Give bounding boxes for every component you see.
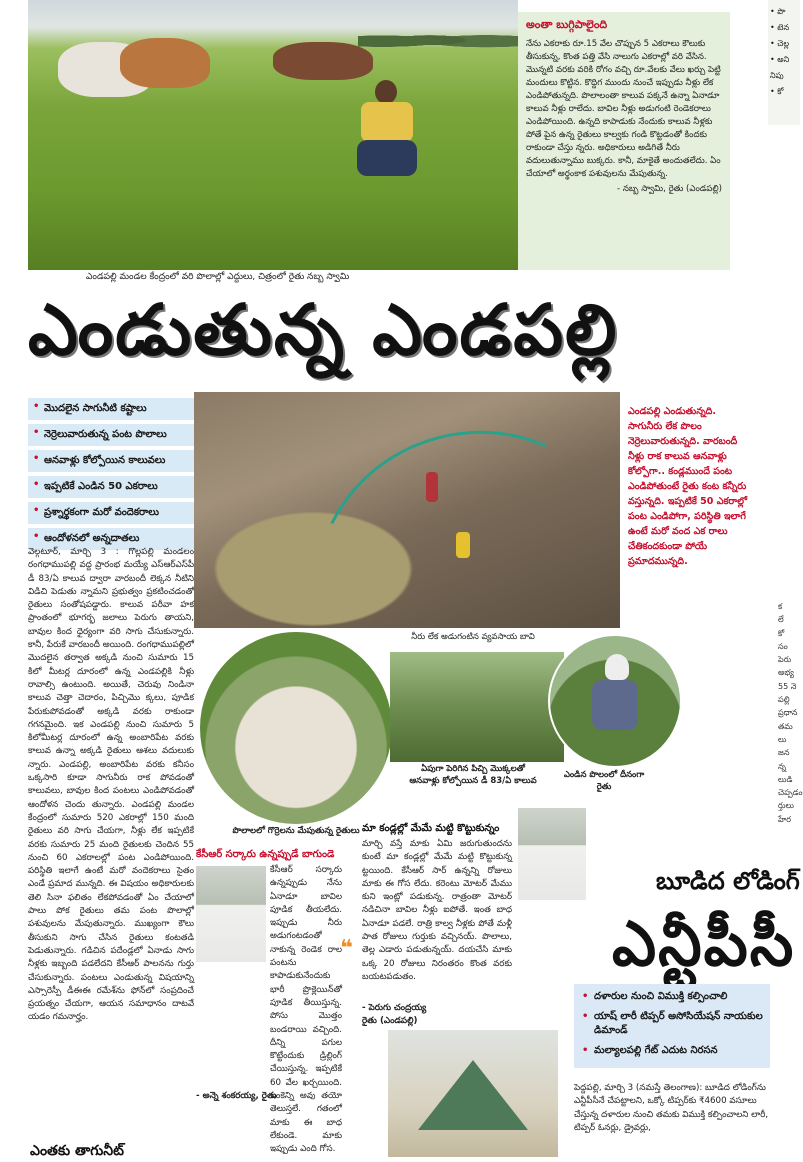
interview-left-signature: - అన్నె శంకరయ్య, రైతు: [196, 1091, 277, 1101]
side-line: లే: [778, 615, 784, 625]
dry-well-photo: [194, 392, 620, 628]
goats-grazing-photo: [198, 630, 394, 826]
canal-overgrown-photo: [390, 652, 564, 762]
well-caption: నీరు లేక అడుగంటిన వ్యవసాయ బావి: [411, 632, 535, 642]
strip-line: • చెల్ల: [770, 39, 790, 48]
side-line: పెరు: [778, 655, 792, 665]
main-headline: ఎండుతున్న ఎండపల్లి: [28, 288, 619, 371]
side-line: న్న: [778, 761, 786, 771]
interview-right-body: మార్చి వస్తే మాకు ఏమి జరుగుతుందను కుంటే మా కండ్లల్లో మేమే మట్టి కొట్టుకున్న ట్టయింది. కేసీఆర్ సార్ ఉన్నన్ని రోజులు మాకు ఈ గోస లేదు. కరెంటు మోటర్ మేము కుని ఇంట్లో పడుకున్న. రాత్రంతా మోటర్ నడిచినా బావిల నీళ్లు ఐపోతే. ఇంత బాధ ఏనాడూ పడలే. రాత్రి కాల్వ నీళ్లకు పోతే మళ్లీ పాత రోజులు గుర్తుకు వచ్చినయ్. పొలాలు, తెల్ల ఎడారు పడుతున్నయ్. దయచేసి మాకు ఒక్క 20 రోజులు నిరంతరం కొంత వరకు బయటపడుతం.: [362, 839, 512, 982]
interview-left-body: కేసీఆర్ సర్కారు ఉన్నప్పుడు నేను ఏనాడూ బావిల పూడిక తీయలేదు. ఇప్పుడు నీరు అడుగంటడంతో నాకున్న రెండెక రాల పంటను కాపాడుకునేందుకు భారీ ప్రొక్లెయిన్‌తో పూడిక తీయిస్తున్న. పోసు మొత్తం బండరాయి వచ్చింది. దీన్ని పగుల కొట్టేందుకు డ్రిల్లింగ్ చేయిస్తున్న. ఇప్పటికే 60 వేల ఖర్చయింది. ఇంకెన్ని అవు తయో తెలుస్తలే. గతంలో మాకు ఈ బాధ లేకుండె. మాకు ఇప్పుడు ఎంది గోస.: [270, 865, 342, 1155]
top-photo-caption: ఎండపల్లి మండల కేంద్రంలో వరి పొలాల్లో ఎద్దులు, చిత్రంలో రైతు నబ్బ స్వామి: [86, 272, 350, 282]
side-line: అభ్య: [778, 668, 794, 678]
quote-body: నేను ఎకరాకు రూ.15 వేల చొప్పున 5 ఎకరాలు కౌలుకు తీసుకున్న, కొంత పత్తి వేసి నాలుగు ఎకరాల్లో వరి వేసిన. మొన్నటి వరకు వరికి రోగం వచ్చి రూ.వేలకు వేలు ఖర్చు పెట్టి మందులు కొట్టిన. కొద్దిగ ముందు నుంచే ఇప్పుడు నీళ్లు లేక ఎండిపోతున్నది. పొలాలంతా కాలువ పక్కనే ఉన్నా ఏనాడూ కాలువ నీళ్లు రాలేదు. బావిల నీళ్లు అడుగంటి రెండెకరాలు ఎండిపోయింది. ఉన్నది కాపాడుకు నేందుకు కాలువ నీళ్లకు పోతే పైన ఉన్న రైతులు కాల్వకు గండి కొట్టడంతో కిందకు రాకుండా చేస్తు న్నరు. అధికారులు అడిగితే నీరు వదులుతున్నాము బుక్కరు. కానీ, మాకైతే అందుతలేదు. ఏం చేయాలో అర్థంకాక పశువులను మేపుతున్న.: [526, 39, 721, 179]
interview-left-body-part: [270, 864, 342, 1157]
farmer-figure: [353, 80, 423, 180]
farmer-dry-field-photo: [548, 634, 682, 768]
ntpc-highlight-item: • మల్యాలపల్లి గేట్ ఎదుట నిరసన: [580, 1044, 764, 1058]
farmer-caption: ఎండిన పొలంలో దీనంగా రైతు: [563, 770, 645, 792]
highlight-item: • ఆనవాళ్లు కోల్పోయిన కాలువలు: [28, 450, 194, 472]
goats-caption: పొలాలలో గొర్రెలను మేపుతున్న రైతులు: [232, 826, 360, 836]
tent-photo: [388, 1030, 558, 1157]
strip-line: • పొ: [770, 7, 786, 16]
adjacent-article-strip: [768, 0, 800, 125]
strip-line: • అని: [770, 55, 790, 64]
ntpc-highlight-item: • యాష్ లారీ టిప్పర్ అసోసియేషన్ నాయకుల డిమాండ్: [580, 1010, 764, 1038]
side-line: ప్రధాన: [778, 708, 798, 718]
side-line: హేర: [778, 814, 792, 824]
canal-caption: ఏపుగా పెరిగిన పిచ్చి మొక్కలతో ఆనవాళ్లు కోల్పోయిన డీ 83/ఏ కాలువ: [409, 764, 537, 786]
highlight-item: • నెర్రెలువారుతున్న పంట పొలాలు: [28, 424, 194, 446]
ntpc-headline: ఎన్టీపీసీ: [612, 907, 796, 980]
quote-mark-icon: ❝: [340, 936, 353, 961]
interview-right-signature: - పెరుగు చంద్రయ్య రైతు (ఎండపల్లి): [362, 1003, 427, 1027]
side-line: క: [778, 602, 783, 611]
worker-figure: [456, 532, 470, 558]
side-line: ర్తులు: [778, 801, 794, 811]
bull-brown: [120, 38, 210, 88]
side-line: 55 నె: [778, 681, 797, 691]
side-line: కో: [778, 628, 785, 638]
side-line: పల్లి: [778, 695, 790, 705]
portrait-chandraiah: [518, 808, 586, 900]
quote-signature: - నబ్బ స్వామి, రైతు (ఎండపల్లి): [616, 184, 722, 194]
bottom-headline-cut: ఎంతకు తాగునీట్: [30, 1143, 124, 1159]
side-line: జన: [778, 748, 790, 758]
side-line: లు: [778, 734, 787, 744]
bull-dark: [273, 42, 373, 80]
strip-line: • టెన: [770, 23, 790, 32]
trees-background: [358, 28, 518, 50]
quote-heading: అంతా బుగ్గిపాలైంది: [526, 18, 608, 31]
ntpc-body: పెద్దపల్లి, మార్చి 3 (నమస్తే తెలంగాణ): బూడిద లోడింగ్‌ను ఎన్టీపీసీనే చేపట్టాలని, ఒక్కో టిప్పర్‌కు ₹4600 వసూలు చేస్తున్న దళారుల నుంచి తమకు విముక్తి కల్పించాలని లారీ, టిప్పర్ ఓనర్లు, డ్రైవర్లు,: [574, 1083, 769, 1133]
strip-line: నిపు: [770, 71, 784, 80]
farmer-quote-box: [518, 12, 730, 270]
article-body: వెల్గటూర్, మార్చి 3 : గొల్లపల్లి మండలం రంగధాముపల్లి వద్ద ప్రారంభ మయ్యే ఎస్‌ఆర్‌ఎస్‌పీ డీ 83/ఏ కాలువ ద్వారా వారబందీ లెక్కన నీటిని విడిచి పెడుతు న్నామని ప్రభుత్వం ప్రకటించడంతో రైతులు సంతోషపడ్డారు. కాలువ పరీవా హక ప్రాంతంలో భూగర్భ జలాలు పెరుగు తాయని, బావుల కింద ధైర్యంగా వరి సాగు చేసుకున్నారు. కానీ, పేరుకే వారబందీ అయింది. రంగధాముపల్లిలో మొదలైన తర్వాత అక్కడి నుంచి సుమారు 15 కిలో మీటర్ల దూరంలో ఉన్న ఎండపల్లికి నీళ్లు రావాల్సి ఉంటుంది. అయితే, చెరువు నిండినా కాలువ చెత్తా చెదారం, పిచ్చిమొ క్కలు, పూడిక పేరుకుపోవడంతో అక్కడి వరకు రాకుండా గగనమైంది. ఇక ఎండపల్లి నుంచి సుమారు 5 కిలోమీటర్ల దూరంలో ఉన్న అంబారిపేట వరకు కాలువ ఉన్నా అక్కడి రైతులు ఆశలు వదులుకు న్నారు. ఎండపల్లి, అంబారిపేట వరకు కనీసం ఒక్కసారి కూడా సాగునీరు రాక పోవడంతో కాలువలు, బావుల కింద పంటలు ఎండిపోవడంతో ఆందోళన చెందు తున్నారు. ఎండపల్లి మండల కేంద్రంలో సుమారు 520 ఎకరాల్లో 150 మంది రైతులు వరి సాగు చేయగా, నీళ్లు లేక ఇప్పటికే వరకు సుమారు 25 మంది రైతులకు చెందిన 55 నుంచి 60 ఎకరాలల్లో పంట ఎండిపోయింది. పరిస్థితి ఇలాగే ఉంటే మరో వందెకరాలు సైతం ఎండే ప్రమాద మున్నది. ఈ విషయం అధికారులకు తెలి సినా ఫలితం లేకపోవడంతో ఏం చేయాలో పాలు పోక రైతులు తమ పంట పొలాల్లో పశువులను మేపుతున్నారు. ముఖ్యంగా కౌలు తీసుకుని సాగు చేసిన రైతులు కంటతడి పెడుతున్నారు. గడిచిన పదేండ్లలో ఏనాడు సాగు నీళ్లకు ఇబ్బంది పడలేదని కేసీఆర్ పాలనను గుర్తు చేసుకున్నారు. పంటలు ఎండుతున్న విషయాన్ని ఎస్సారెస్పీ డీఈఈ రమేశ్‌ను ఫోన్‌లో సంప్రదించే ప్రయత్నం చేయగా, ఆయన సమాధానం దాటవే యడం గమనార్హం.: [28, 547, 194, 1023]
side-line: సం: [778, 641, 788, 651]
side-line: తమ: [778, 721, 793, 731]
side-line: చెప్పడం: [778, 788, 803, 798]
highlight-item: • ఇప్పటికే ఎండిన 50 ఎకరాలు: [28, 476, 194, 498]
highlight-item: • ఆందోళనలో అన్నదాతలు: [28, 528, 194, 550]
top-photo-rice-field: [28, 0, 518, 270]
interview-left-heading: కేసీఆర్ సర్కారు ఉన్నప్పుడే బాగుండె: [196, 849, 335, 860]
ntpc-highlight-item: • దళారుల నుంచి విముక్తి కల్పించాలి: [580, 990, 764, 1004]
interview-right-heading: మా కండ్లల్లో మేమే మట్టి కొట్టుకున్నం: [362, 823, 500, 834]
highlight-item: • మొదలైన సాగునీటి కష్టాలు: [28, 398, 194, 420]
worker-figure: [426, 472, 438, 502]
highlights-list: [28, 398, 194, 554]
lead-paragraph: ఎండపల్లి ఎండుతున్నది. సాగునీరు లేక పొలం నెర్రెలువారుతున్నది. వారబందీ నీళ్లు రాక కాలువ ఆనవాళ్లు కోల్పోగా.. కండ్లముందే పంట ఎండిపోతుంటే రైతు కంట కన్నీరు వస్తున్నది. ఇప్పటికే 50 ఎకరాల్లో పంట ఎండిపోగా, పరిస్థితి ఇలాగే ఉంటే మరో వంద ఎక రాలు చేతికందకుండా పోయే ప్రమాదమున్నది.: [628, 406, 748, 567]
ntpc-subhead: బూడిద లోడింగ్: [656, 867, 800, 895]
highlight-item: • ప్రశ్నార్థకంగా మరో వందెకరాలు: [28, 502, 194, 524]
adjacent-article-column: [778, 600, 803, 824]
strip-line: • కో: [770, 87, 784, 96]
tent-shape: [418, 1060, 528, 1130]
ntpc-highlights: [574, 984, 770, 1068]
side-line: లుడి: [778, 774, 793, 784]
portrait-shankaraiah: [196, 866, 266, 962]
